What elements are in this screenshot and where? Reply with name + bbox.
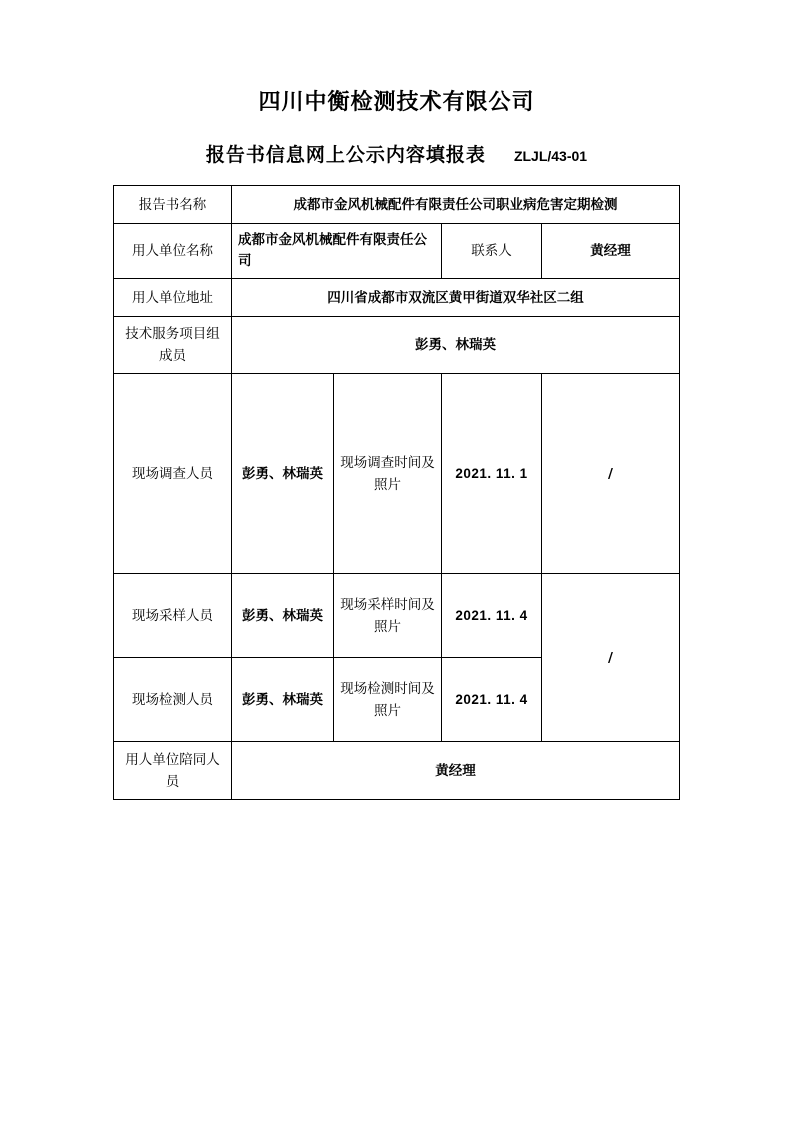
table-row bbox=[114, 374, 680, 574]
table-row bbox=[114, 186, 680, 224]
table-row bbox=[114, 224, 680, 279]
report-info-table bbox=[113, 185, 680, 800]
row-value-employer-name: 成都市金风机械配件有限责任公司 bbox=[232, 224, 442, 279]
subtitle-row bbox=[0, 140, 793, 167]
row-label-sampling-staff: 现场采样人员 bbox=[114, 574, 232, 658]
row-value-sampling-staff: 彭勇、林瑞英 bbox=[232, 574, 334, 658]
row-photo-sampling-testing: / bbox=[542, 574, 680, 742]
row-value-accompanying-staff: 黄经理 bbox=[232, 742, 680, 800]
page-title: 四川中衡检测技术有限公司 bbox=[258, 90, 535, 115]
row-desc-sampling: 现场采样时间及照片 bbox=[334, 574, 442, 658]
row-date-testing: 2021. 11. 4 bbox=[442, 658, 542, 742]
form-code: ZLJL/43-01 bbox=[513, 148, 588, 164]
row-desc-survey: 现场调查时间及照片 bbox=[334, 374, 442, 574]
row-label-contact: 联系人 bbox=[442, 224, 542, 279]
row-label-accompanying-staff: 用人单位陪同人员 bbox=[114, 742, 232, 800]
form-title: 报告书信息网上公示内容填报表 bbox=[205, 144, 486, 166]
row-label-employer-name: 用人单位名称 bbox=[114, 224, 232, 279]
row-value-testing-staff: 彭勇、林瑞英 bbox=[232, 658, 334, 742]
row-desc-testing: 现场检测时间及照片 bbox=[334, 658, 442, 742]
table-row bbox=[114, 742, 680, 800]
row-label-employer-address: 用人单位地址 bbox=[114, 279, 232, 317]
row-value-employer-address: 四川省成都市双流区黄甲街道双华社区二组 bbox=[232, 279, 680, 317]
row-label-team-members: 技术服务项目组成员 bbox=[114, 317, 232, 374]
row-date-sampling: 2021. 11. 4 bbox=[442, 574, 542, 658]
table-row bbox=[114, 574, 680, 658]
row-label-testing-staff: 现场检测人员 bbox=[114, 658, 232, 742]
row-value-team-members: 彭勇、林瑞英 bbox=[232, 317, 680, 374]
table-row bbox=[114, 279, 680, 317]
row-value-contact: 黄经理 bbox=[542, 224, 680, 279]
row-label-report-name: 报告书名称 bbox=[114, 186, 232, 224]
row-date-survey: 2021. 11. 1 bbox=[442, 374, 542, 574]
table-row bbox=[114, 317, 680, 374]
row-value-survey-staff: 彭勇、林瑞英 bbox=[232, 374, 334, 574]
row-photo-survey: / bbox=[542, 374, 680, 574]
row-value-report-name: 成都市金风机械配件有限责任公司职业病危害定期检测 bbox=[232, 186, 680, 224]
row-label-survey-staff: 现场调查人员 bbox=[114, 374, 232, 574]
title-block bbox=[0, 0, 793, 167]
